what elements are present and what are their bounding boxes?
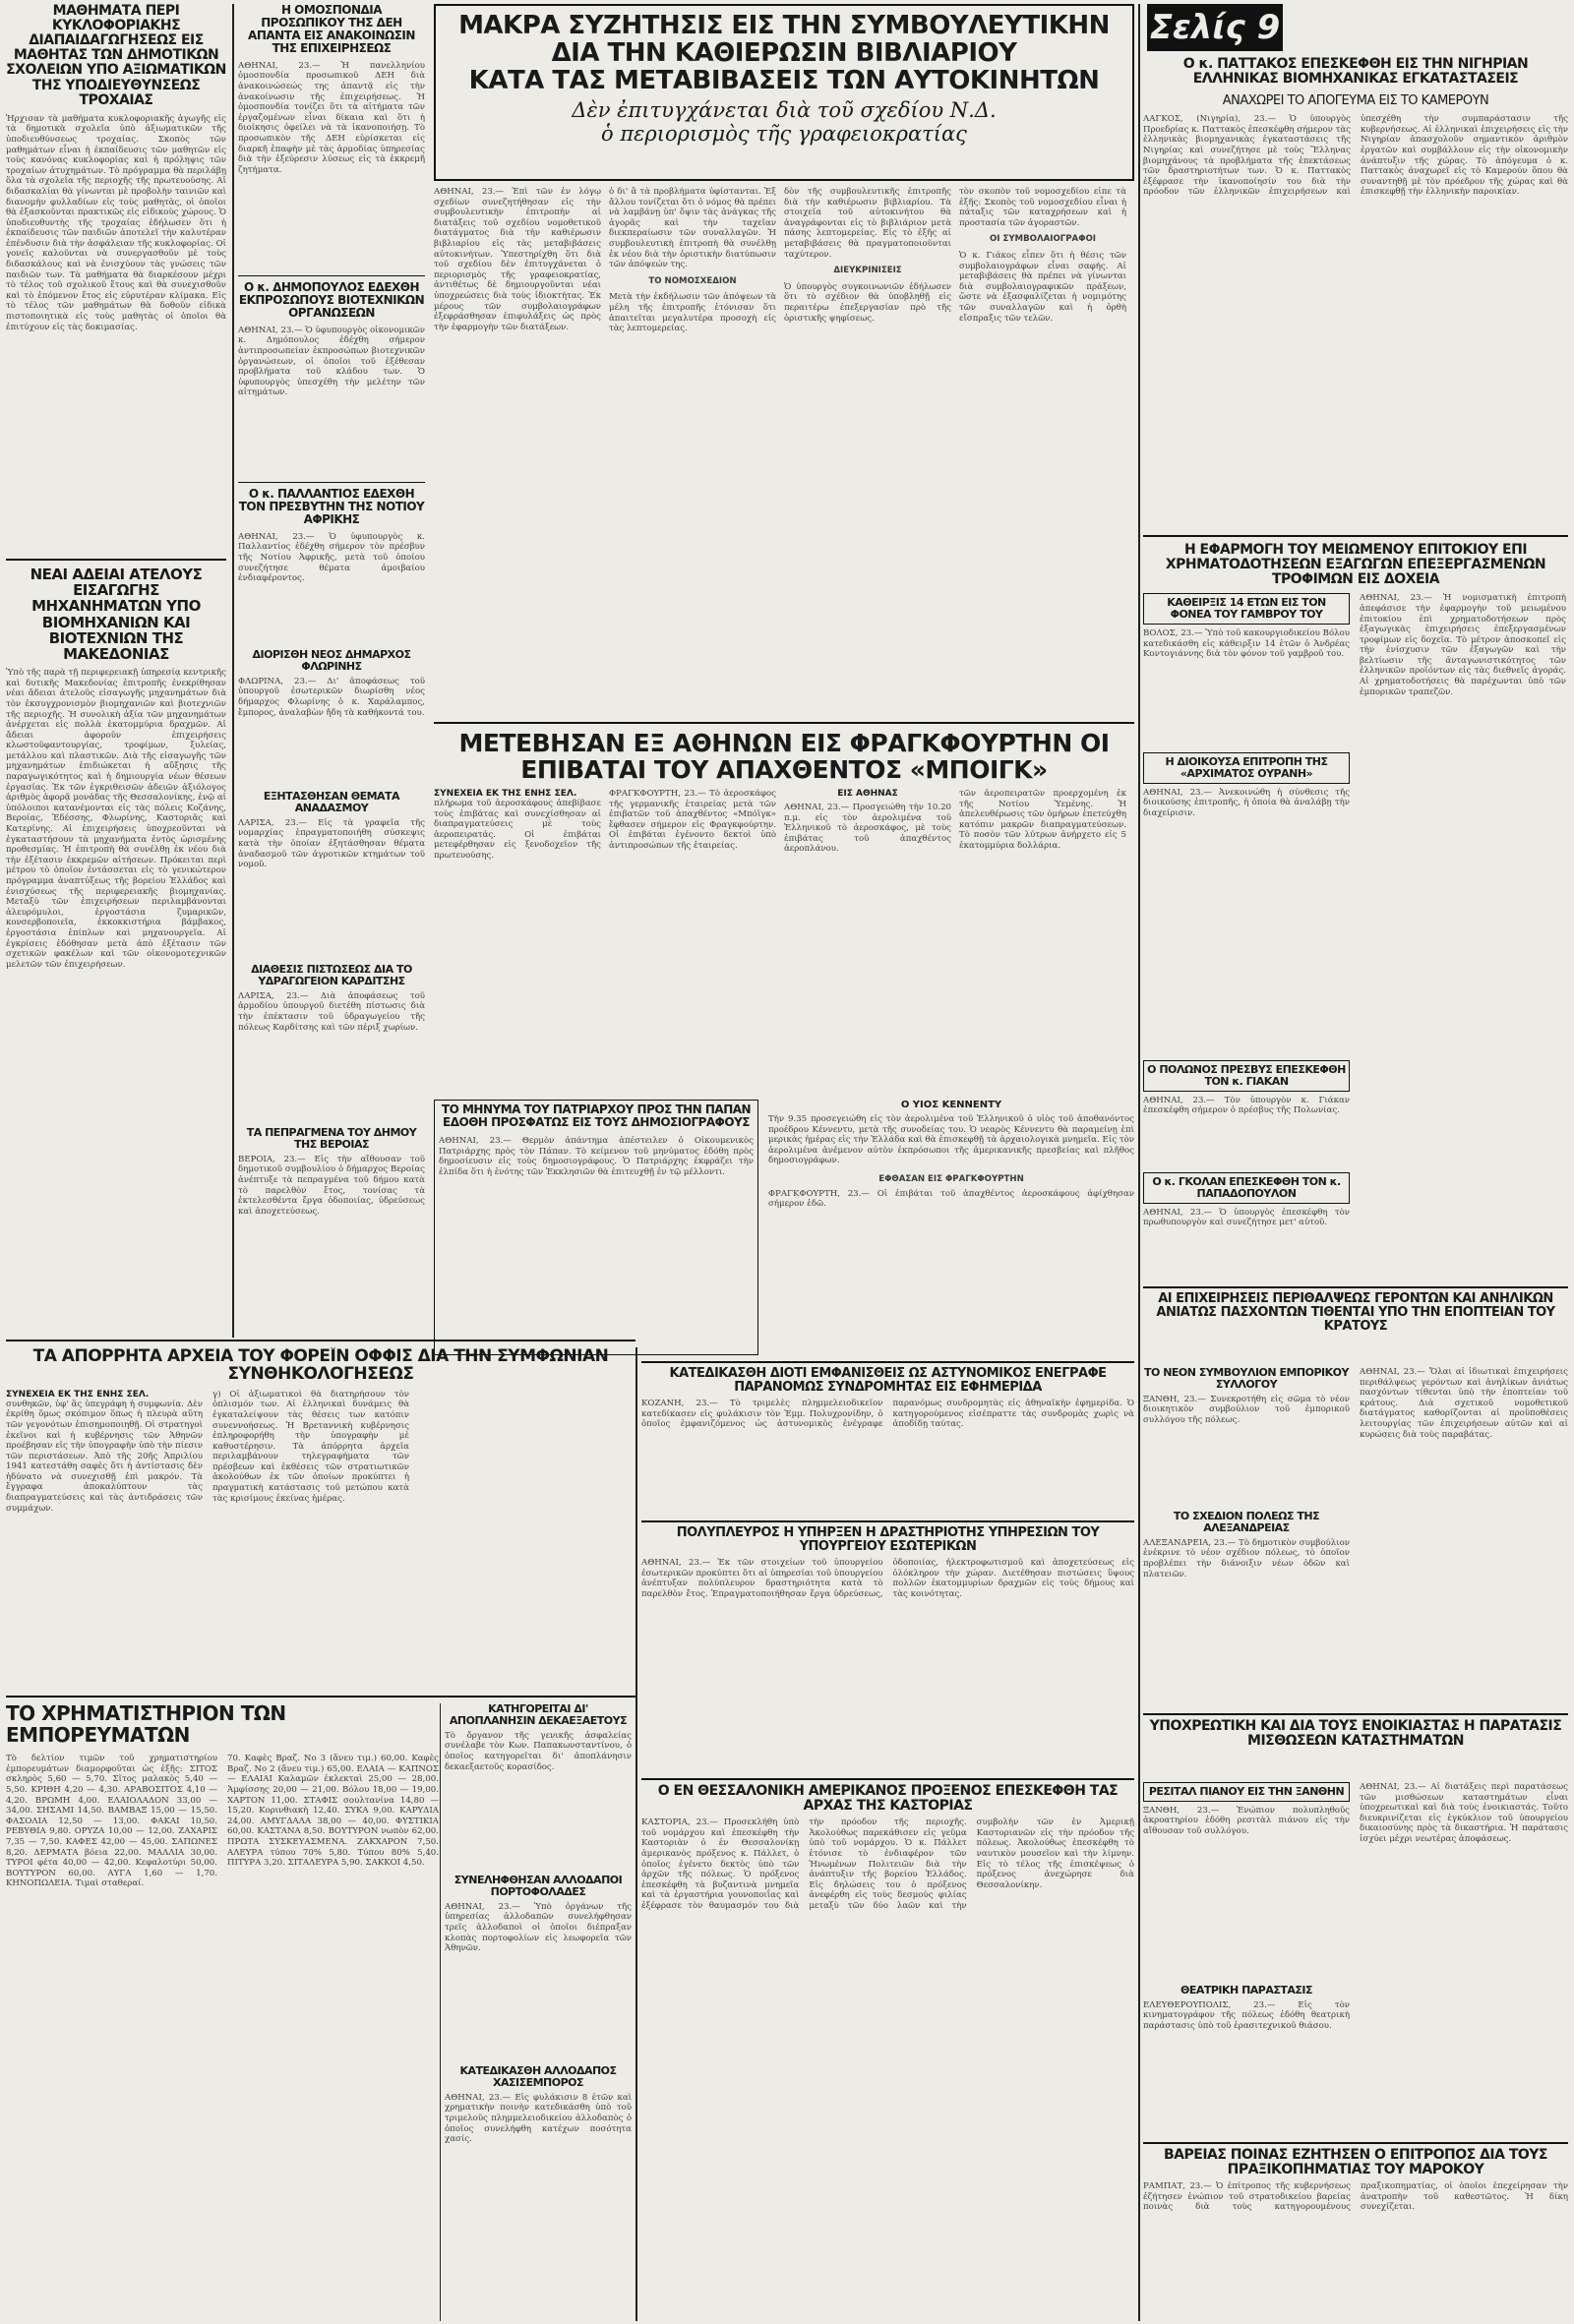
- headline: ΔΙΟΡΙΣΘΗ ΝΕΟΣ ΔΗΜΑΡΧΟΣ ΦΛΩΡΙΝΗΣ: [252, 649, 411, 673]
- article-lease-extension: [1143, 1719, 1568, 1778]
- article-pickpockets: [445, 1875, 632, 2061]
- box-golan: [1143, 1172, 1350, 1204]
- article-commodity-exchange: [6, 1703, 439, 2321]
- article-body: ΦΛΩΡΙΝΑ, 23.— Δι' ἀποφάσεως τοῦ ὑπουργοῦ ἐσωτερικῶν διωρίσθη νέος δήμαρχος Φλωρίνης ὁ κ. Χαράλαμπος, ἔμπορος, ἀναλαβὼν ἤδη τὰ καθήκοντά του.: [238, 676, 425, 718]
- article-foreign-office-archives: [6, 1347, 636, 1692]
- lead-article-box: [434, 4, 1134, 181]
- article-theatre: ΘΕΑΤΡΙΚΗ ΠΑΡΑΣΤΑΣΙΣ ΕΛΕΥΘΕΡΟΥΠΟΛΙΣ, 23.— Εἰς τὸν κινηματογράφον τῆς πόλεως ἐδόθη θεατρικὴ παράστασις ὑπὸ τοῦ ἐρασιτεχνικοῦ θιάσου.: [1143, 1985, 1350, 2032]
- article-body: ΒΕΡΟΙΑ, 23.— Εἰς τὴν αἴθουσαν τοῦ δημοτικοῦ συμβουλίου ὁ δήμαρχος Βεροίας ἀνέπτυξε τὰ πεπραγμένα τοῦ δήμου κατὰ τὸ παρελθὸν ἔτος, τονίσας τὰ ἐκτελεσθέντα ἔργα ὁδοποιίας, ὑδρεύσεως καὶ ἀποχετεύσεως.: [238, 1154, 425, 1217]
- divider: [6, 1696, 636, 1698]
- lead-subhead-1: Δὲν ἐπιτυγχάνεται διὰ τοῦ σχεδίου Ν.Δ.: [572, 98, 997, 123]
- page-number-badge: Σελίς 9: [1147, 4, 1283, 51]
- continuation-label: ΣΥΝΕΧΕΙΑ ΕΚ ΤΗΣ ΕΝΗΣ ΣΕΛ.: [6, 1389, 150, 1400]
- article-body: ΑΘΗΝΑΙ, 23.— Ἡ πανελληνίου ὁμοσπονδία προσωπικοῦ ΔΕΗ διὰ ἀνακοινώσεώς της ἀπαντᾷ εἰς τὴν ἀνακοίνωσιν τῆς ἐπιχειρήσεως. Ἡ ὁμοσπονδία τονίζει ὅτι τὰ αἰτήματα τῶν ἐργαζομένων εἶναι δίκαια καὶ ὅτι ἡ διοίκησις ὀφείλει νὰ τὰ ἱκανοποιήσῃ. Τὸ προσωπικὸν τῆς ΔΕΗ εὑρίσκεται εἰς διαρκῆ ἐπαφὴν μὲ τὰς ἁρμοδίας ὑπηρεσίας διὰ τὴν ἐξεύρεσιν λύσεως εἰς τὰ ἐκκρεμῆ ζητήματα.: [238, 60, 425, 175]
- divider: [1143, 2142, 1568, 2144]
- lead-headline-3: ΚΑΤΑ ΤΑΣ ΜΕΤΑΒΙΒΑΣΕΙΣ ΤΩΝ ΑΥΤΟΚΙΝΗΤΩΝ: [468, 66, 1100, 96]
- article-body: Τὸ ὄργανον τῆς γενικῆς ἀσφαλείας συνέλαβε τὸν Κων. Παπακωνσταντίνου, ὁ ὁποῖος κατηγορεῖται δι' ἀποπλάνησιν δεκαεξαετοῦς κορασίδος.: [445, 1730, 632, 1772]
- article-kennedy-son: Ο ΥΙΟΣ ΚΕΝΝΕΝΤΥ Τὴν 9.35 προσεγειώθη εἰς τὸν ἀερολιμένα τοῦ Ἑλληνικοῦ ὁ υἱὸς τοῦ ἀποθανόντος προέδρου Κέννεντυ, μετὰ τῆς συνοδείας του. Ὁ νεαρὸς Κέννεντυ θὰ παραμείνῃ ἐπὶ μερικὰς ἡμέρας εἰς τὴν Ἑλλάδα καὶ θὰ ἐπισκεφθῇ τὰ ἀρχαιολογικὰ μνημεῖα. Εἰς τὸν ἀερολιμένα ἀνέμενον αὐτὸν ἐκπρόσωποι τῆς ἀμερικανικῆς πρεσβείας καὶ πλῆθος δημοσιογράφων. ΕΦΘΑΣΑΝ ΕΙΣ ΦΡΑΓΚΦΟΥΡΤΗΝ ΦΡΑΓΚΦΟΥΡΤΗ, 23.— Οἱ ἐπιβάται τοῦ ἀπαχθέντος ἀεροσκάφους ἀφίχθησαν σήμερον ἐδῶ.: [768, 1100, 1134, 1210]
- article-elderly-body: ΑΘΗΝΑΙ, 23.— Ὅλαι αἱ ἰδιωτικαὶ ἐπιχειρήσεις περιθάλψεως γερόντων καὶ ἀνηλίκων ἀνιάτως πασχόντων τίθενται ὑπὸ τὴν ἐποπτείαν τοῦ κράτους. Διὰ σχετικοῦ νομοθετικοῦ διατάγματος καθορίζονται αἱ προϋποθέσεις λειτουργίας τῶν ἐπιχειρήσεων αὐτῶν καὶ αἱ κυρώσεις διὰ τοὺς παραβάτας.: [1360, 1367, 1568, 1440]
- headline: ΤΟ ΜΗΝΥΜΑ ΤΟΥ ΠΑΤΡΙΑΡΧΟΥ ΠΡΟΣ ΤΗΝ ΠΑΠΑΝ ΕΔΟΘΗ ΠΡΟΣΦΑΤΩΣ ΕΙΣ ΤΟΥΣ ΔΗΜΟΣΙΟΓΡΑΦΟΥΣ: [441, 1102, 752, 1129]
- headline: Ο κ. ΠΑΤΤΑΚΟΣ ΕΠΕΣΚΕΦΘΗ ΕΙΣ ΤΗΝ ΝΙΓΗΡΙΑΝ ΕΛΛΗΝΙΚΑΣ ΒΙΟΜΗΧΑΝΙΚΑΣ ΕΓΚΑΤΑΣΤΑΣΕΙΣ: [1182, 57, 1529, 88]
- box-committee: [1143, 752, 1350, 784]
- continuation-label: ΣΥΝΕΧΕΙΑ ΕΚ ΤΗΣ ΕΝΗΣ ΣΕΛ.: [434, 789, 577, 799]
- headline: Η ΔΙΟΙΚΟΥΣΑ ΕΠΙΤΡΟΠΗ ΤΗΣ «ΑΡΧΙΜΑΤΟΣ ΟΥΡΑΝΗ»: [1165, 755, 1328, 780]
- article-patriarch-message: ΤΟ ΜΗΝΥΜΑ ΤΟΥ ΠΑΤΡΙΑΡΧΟΥ ΠΡΟΣ ΤΗΝ ΠΑΠΑΝ ΕΔΟΘΗ ΠΡΟΣΦΑΤΩΣ ΕΙΣ ΤΟΥΣ ΔΗΜΟΣΙΟΓΡΑΦΟΥΣ ΑΘΗΝΑΙ, 23.— Θερμὸν ἀπάντημα ἀπέστειλεν ὁ Οἰκουμενικὸς Πατριάρχης πρὸς τὸν Πάπαν. Τὸ κείμενον τοῦ μηνύματος ἐδόθη πρὸς δημοσίευσιν εἰς τοὺς δημοσιογράφους. Ὁ Πατριάρχης ἐκφράζει τὴν ἐλπίδα ὅτι ἡ ἑνότης τῶν Ἐκκλησιῶν θὰ ἐπιτευχθῇ ἐν τῷ μέλλοντι.: [434, 1100, 758, 1355]
- article-interest-rate: Η ΕΦΑΡΜΟΓΗ ΤΟΥ ΜΕΙΩΜΕΝΟΥ ΕΠΙΤΟΚΙΟΥ ΕΠΙ ΧΡΗΜΑΤΟΔΟΤΗΣΕΩΝ ΕΞΑΓΩΓΩΝ ΕΠΕΞΕΡΓΑΣΜΕΝΩΝ ΤΡΟΦΙΜΩΝ ΕΙΣ ΔΟΧΕΙΑ ΚΑΘΕΙΡΞΙΣ 14 ΕΤΩΝ ΕΙΣ ΤΟΝ ΦΟΝΕΑ ΤΟΥ ΓΑΜΒΡΟΥ ΤΟΥ ΒΟΛΟΣ, 23.— Ὑπὸ τοῦ κακουργιοδικείου Βόλου κατεδικάσθη εἰς κάθειρξιν 14 ἐτῶν ὁ Ἀνδρέας Κοντογιάννης διὰ τὸν φόνον τοῦ γαμβροῦ του. Η ΔΙΟΙΚΟΥΣΑ ΕΠΙΤΡΟΠΗ ΤΗΣ «ΑΡΧΙΜΑΤΟΣ ΟΥΡΑΝΗ» ΑΘΗΝΑΙ, 23.— Ἀνεκοινώθη ἡ σύνθεσις τῆς διοικούσης ἐπιτροπῆς, ἡ ὁποία θὰ ἀναλάβῃ τὴν διαχείρισιν. ΑΘΗΝΑΙ, 23.— Ἡ νομισματικὴ ἐπιτροπὴ ἀπεφάσισε τὴν ἐφαρμογὴν τοῦ μειωμένου ἐπιτοκίου ἐπὶ χρηματοδοτήσεων πρὸς ἐξαγωγικὰς ἐπιχειρήσεις ἐπεξεργασμένων τροφίμων εἰς δοχεῖα. Τὸ μέτρον ἀποσκοπεῖ εἰς τὴν ἐνίσχυσιν τῶν ἐξαγωγῶν καὶ τὴν βελτίωσιν τῆς ἀνταγωνιστικότητος τῶν ἑλληνικῶν προϊόντων εἰς τὰς διεθνεῖς ἀγοράς. Αἱ χρηματοδοτήσεις θὰ παρέχωνται ὑπὸ τῶν ἐμπορικῶν τραπεζῶν.: [1143, 543, 1566, 819]
- article-elderly-care: [1143, 1292, 1568, 1361]
- headline: ΣΥΝΕΛΗΦΘΗΣΑΝ ΑΛΛΟΔΑΠΟΙ ΠΟΡΤΟΦΟΛΑΔΕΣ: [454, 1875, 623, 1898]
- subhead-frankfurt: ΕΦΘΑΣΑΝ ΕΙΣ ΦΡΑΓΚΦΟΥΡΤΗΝ: [878, 1173, 1024, 1184]
- headline: ΤΑ ΠΕΠΡΑΓΜΕΝΑ ΤΟΥ ΔΗΜΟΥ ΤΗΣ ΒΕΡΟΙΑΣ: [246, 1127, 417, 1151]
- headline: Ο κ. ΓΚΟΛΑΝ ΕΠΕΣΚΕΦΘΗ ΤΟΝ κ. ΠΑΠΑΔΟΠΟΥΛΟΝ: [1152, 1175, 1341, 1200]
- divider: [238, 275, 425, 276]
- subhead-clarifications: ΔΙΕΥΚΡΙΝΙΣΕΙΣ: [833, 266, 902, 276]
- divider: [434, 722, 1134, 724]
- lead-article-body: ΑΘΗΝΑΙ, 23.— Ἐπὶ τῶν ἐν λόγῳ σχεδίων συνεζητήθησαν εἰς τὴν συμβουλευτικὴν ἐπιτροπὴν αἱ διατάξεις τοῦ σχεδίου νομοθετικοῦ διατάγματος διὰ τὴν καθιέρωσιν βιβλιαρίου εἰς τὰς μεταβιβάσεις αὐτοκινήτων. Ὑπεστηρίχθη ὅτι διὰ τοῦ σχεδίου δὲν ἐπιτυγχάνεται ὁ περιορισμὸς τῆς γραφειοκρατίας, ἀντιθέτως δὲ δημιουργοῦνται νέαι ὑποχρεώσεις διὰ τοὺς ἰδιοκτήτας. Ἐκ μέρους τῶν συμβολαιογράφων ἐξεφράσθησαν ἐπιφυλάξεις ὡς πρὸς τὴν ἐφαρμογὴν τῶν διατάξεων. ὁ δι' ἃ τὰ προβλήματα ὑφίστανται. Ἐξ ἄλλου τονίζεται ὅτι ὁ νόμος θὰ πρέπει νὰ λαμβάνῃ ὑπ' ὄψιν τὰς ἀνάγκας τῆς ἀγορᾶς καὶ τὴν ταχεῖαν διεκπεραίωσιν τῶν συναλλαγῶν. Ἡ συμβουλευτικὴ ἐπιτροπὴ θὰ συνέλθῃ ἐκ νέου διὰ τὴν ὁριστικὴν διατύπωσιν τῶν ἀπόψεών της. ΤΟ ΝΟΜΟΣΧΕΔΙΟΝ Μετὰ τὴν ἐκδήλωσιν τῶν ἀπόψεων τὰ μέλη τῆς ἐπιτροπῆς ἐτόνισαν ὅτι ἀπαιτεῖται μεγαλυτέρα προσοχὴ εἰς τὰς λεπτομερείας. δὸν τῆς συμβουλευτικῆς ἐπιτροπῆς διὰ τὴν καθιέρωσιν βιβλιαρίου. Τὰ στοιχεῖα τοῦ αὐτοκινήτου θὰ ἀναγράφονται εἰς τὸ βιβλιάριον μετὰ πάσης λεπτομερείας. Εἰς τὸ ἐξῆς αἱ μεταβιβάσεις θὰ πραγματοποιοῦνται ταχύτερον. ΔΙΕΥΚΡΙΝΙΣΕΙΣ Ὁ ὑπουργὸς συγκοινωνιῶν ἐδήλωσεν ὅτι τὸ σχέδιον θὰ ὑποβληθῇ εἰς περαιτέρω ἐπεξεργασίαν πρὸ τῆς ὁριστικῆς ψηφίσεως. τὸν σκοπὸν τοῦ νομοσχεδίου εἶπε τὰ ἑξῆς: Σκοπὸς τοῦ νομοσχεδίου εἶναι ἡ πάταξις τῶν καταχρήσεων καὶ ἡ προστασία τῶν ἀγοραστῶν. ΟΙ ΣΥΜΒΟΛΑΙΟΓΡΑΦΟΙ Ὁ κ. Γιάκος εἶπεν ὅτι ἡ θέσις τῶν συμβολαιογράφων εἶναι σαφής. Αἱ μεταβιβάσεις θὰ πρέπει νὰ γίνωνται διὰ συμβολαιογραφικῶν πράξεων, ὥστε νὰ ἐξασφαλίζεται ἡ νομιμότης τῶν συναλλαγῶν καὶ ἡ ὀρθὴ εἴσπραξις τῶν τελῶν.: [434, 187, 1126, 334]
- headline: ΤΟ ΧΡΗΜΑΤΙΣΤΗΡΙΟΝ ΤΩΝ ΕΜΠΟΡΕΥΜΑΤΩΝ: [6, 1703, 286, 1747]
- headline: ΚΑΘΕΙΡΞΙΣ 14 ΕΤΩΝ ΕΙΣ ΤΟΝ ΦΟΝΕΑ ΤΟΥ ΓΑΜΒΡΟΥ ΤΟΥ: [1167, 596, 1326, 622]
- article-florina-mayor: [238, 649, 425, 787]
- subhead-notary: ΤΟ ΝΟΜΟΣΧΕΔΙΟΝ: [648, 275, 737, 286]
- subhead-notaries: ΟΙ ΣΥΜΒΟΛΑΙΟΓΡΑΦΟΙ: [989, 234, 1097, 245]
- article-interior-ministry: ΠΟΛΥΠΛΕΥΡΟΣ Η ΥΠΗΡΞΕΝ Η ΔΡΑΣΤΗΡΙΟΤΗΣ ΥΠΗΡΕΣΙΩΝ ΤΟΥ ΥΠΟΥΡΓΕΙΟΥ ΕΣΩΤΕΡΙΚΩΝ ΑΘΗΝΑΙ, 23.— Ἐκ τῶν στοιχείων τοῦ ὑπουργείου ἐσωτερικῶν προκύπτει ὅτι αἱ ὑπηρεσίαι τοῦ ὑπουργείου ἀνέπτυξαν πολύπλευρον δραστηριότητα κατὰ τὸ παρελθὸν ἔτος. Ἐπραγματοποιήθησαν ἔργα ὑδρεύσεως, ὁδοποιίας, ἠλεκτροφωτισμοῦ καὶ ἀποχετεύσεως εἰς ὁλόκληρον τὴν χώραν. Διετέθησαν πιστώσεις ὕψους πολλῶν ἑκατομμυρίων δραχμῶν εἰς τοὺς δήμους καὶ τὰς κοινότητας.: [641, 1526, 1134, 1599]
- headline: ΜΑΘΗΜΑΤΑ ΠΕΡΙ ΚΥΚΛΟΦΟΡΙΑΚΗΣ ΔΙΑΠΑΙΔΑΓΩΓΗΣΕΩΣ ΕΙΣ ΜΑΘΗΤΑΣ ΤΩΝ ΔΗΜΟΤΙΚΩΝ ΣΧΟΛΕΙΩΝ ΥΠΟ ΑΞΙΩΜΑΤΙΚΩΝ ΤΗΣ ΥΠΟΔΙΕΥΘΥΝΣΕΩΣ ΤΡΟΧΑΙΑΣ: [6, 4, 226, 108]
- lead-headline-2: ΔΙΑ ΤΗΝ ΚΑΘΙΕΡΩΣΙΝ ΒΙΒΛΙΑΡΙΟΥ: [551, 38, 1017, 69]
- divider: [440, 1703, 441, 2321]
- subhead-athens: ΕΙΣ ΑΘΗΝΑΣ: [837, 789, 898, 799]
- article-body: συνθηκῶν, ὑφ' ἃς ὑπεγράφη ἡ συμφωνία. Δὲν ἐκρίθη ὅμως σκόπιμον ὅπως ἡ πλευρὰ αὕτη τῶν γεγονότων ἐπισημοποιηθῇ. Οἱ στρατηγοὶ ἐκεῖνοι καὶ ἡ κυβέρνησις τῶν Ἀθηνῶν προέβησαν εἰς τὴν ὑπογραφὴν ὑπὸ τὴν πίεσιν τῶν περιστάσεων. Ἀπὸ τῆς 20ῆς Ἀπριλίου 1941 κατεστάθη σαφὲς ὅτι ἡ ἀντίστασις δὲν ἠδύνατο νὰ συνεχισθῇ ἐπὶ μακρόν. Τὰ ἔγγραφα ἀποκαλύπτουν τὰς διαπραγματεύσεις καὶ τὰς ἀντιδράσεις τῶν συμμάχων.: [6, 1399, 203, 1514]
- article-body: Τὸ δελτίον τιμῶν τοῦ χρηματιστηρίου ἐμπορευμάτων διαμορφοῦται ὡς ἑξῆς: ΣΙΤΟΣ σκληρὸς 5,60 — 5,70. Σῖτος μαλακὸς 5,40 — 5,50. ΚΡΙΘΗ 4,20 — 4,30. ΑΡΑΒΟΣΙΤΟΣ 4,10 — 4,20. ΒΡΩΜΗ 4,00. ΕΛΑΙΟΛΑΔΟΝ 33,00 — 34,00. ΣΗΣΑΜΙ 14,50. ΒΑΜΒΑΞ 15,00 — 15,50. ΦΑΣΟΛΙΑ 12,50 — 13,00. ΦΑΚΑΙ 10,50. ΡΕΒΥΘΙΑ 9,80. ΟΡΥΖΑ 10,00 — 12,00. ΖΑΧΑΡΙΣ 7,35 — 7,50. ΚΑΦΕΣ 42,00 — 45,00. ΣΑΠΩΝΕΣ 8,20. ΔΕΡΜΑΤΑ βόεια 22,00. ΜΑΛΛΙΑ 30,00. ΤΥΡΟΙ φέτα 40,00 — 42,00. Κεφαλοτύρι 50,00. ΒΟΥΤΥΡΟΝ 60,00. ΑΥΓΑ 1,60 — 1,70. ΚΗΝΟΠΩΛΕΙΑ. Τιμαὶ σταθεραί.: [6, 1754, 217, 1889]
- headline: ΥΠΟΧΡΕΩΤΙΚΗ ΚΑΙ ΔΙΑ ΤΟΥΣ ΕΝΟΙΚΙΑΣΤΑΣ Η ΠΑΡΑΤΑΣΙΣ ΜΙΣΘΩΣΕΩΝ ΚΑΤΑΣΤΗΜΑΤΩΝ: [1149, 1719, 1562, 1750]
- subhead-kennedy: Ο ΥΙΟΣ ΚΕΝΝΕΝΤΥ: [900, 1100, 1002, 1110]
- article-alexandria-plan: ΤΟ ΣΧΕΔΙΟΝ ΠΟΛΕΩΣ ΤΗΣ ΑΛΕΞΑΝΔΡΕΙΑΣ ΑΛΕΞΑΝΔΡΕΙΑ, 23.— Τὸ δημοτικὸν συμβούλιον ἐνέκρινε τὸ νέον σχέδιον πόλεως, τὸ ὁποῖον προβλέπει τὴν διάνοιξιν νέων ὁδῶν καὶ πλατειῶν.: [1143, 1511, 1350, 1579]
- article-body: ΑΘΗΝΑΙ, 23.— Ὑπὸ ὀργάνων τῆς ὑπηρεσίας ἀλλοδαπῶν συνελήφθησαν τρεῖς ἀλλοδαποὶ οἱ ὁποῖοι διέπραξαν κλοπὰς πορτοφολίων εἰς λεωφορεῖα τῶν Ἀθηνῶν.: [445, 1901, 632, 1954]
- article-body: Ὑπὸ τῆς παρὰ τῇ περιφερειακῇ ὑπηρεσίᾳ κεντρικῆς καὶ δυτικῆς Μακεδονίας ἐπιτροπῆς ἐνεκρίθησαν νέαι ἄδειαι ἀτελοῦς εἰσαγωγῆς μηχανημάτων διὰ τὸν ἐκσυγχρονισμὸν βιομηχανιῶν καὶ βιοτεχνιῶν τῆς περιοχῆς. Ἡ συνολικὴ ἀξία τῶν μηχανημάτων ἀνέρχεται εἰς πολλὰ ἑκατομμύρια δραχμῶν. Αἱ ἄδειαι ἀφοροῦν ἐπιχειρήσεις κλωστοϋφαντουργίας, τροφίμων, ξυλείας, μετάλλου καὶ πλαστικῶν. Διὰ τῆς εἰσαγωγῆς τῶν μηχανημάτων ἐπιδιώκεται ἡ αὔξησις τῆς παραγωγικότητος καὶ ἡ δημιουργία νέων θέσεων ἐργασίας. Ἐκ τῶν ἐγκριθεισῶν ἀδειῶν ἀξιόλογος ἀριθμὸς ἀφορᾷ μονάδας τῆς Θεσσαλονίκης, ἐνῷ αἱ ὑπόλοιποι κατανέμονται εἰς τὰς πόλεις Κοζάνης, Βεροίας, Ἐδέσσης, Φλωρίνης, Καστοριᾶς καὶ Κατερίνης. Αἱ ἐπιχειρήσεις ὑποχρεοῦνται νὰ ἐγκαταστήσουν τὰ μηχανήματα ἐντὸς ὡρισμένης προθεσμίας. Ἡ ἐπιτροπὴ θὰ συνέλθῃ ἐκ νέου διὰ τὴν ἐξέτασιν ἐκκρεμῶν αἰτήσεων. Πρόκειται περὶ μέτρου τὸ ὁποῖον ἐντάσσεται εἰς τὸ γενικώτερον πρόγραμμα ἀναπτύξεως τῆς βορείου Ἑλλάδος καὶ ἐνισχύσεως τῆς περιφερειακῆς βιομηχανίας. Μεταξὺ τῶν ἐπιχειρήσεων περιλαμβάνονται ἀλευρόμυλοι, ἐργοστάσια ζυμαρικῶν, κονσερβοποιεῖα, ἐκκοκκιστήρια βάμβακος, ἐργοστάσια ἐπίπλων καὶ μηχανουργεῖα. Αἱ ἐγκρίσεις ἐδόθησαν μετὰ ἀπὸ ἐξέτασιν τῶν σχετικῶν φακέλων καὶ τῶν οἰκονομοτεχνικῶν μελετῶν τῶν ἐπιχειρήσεων.: [6, 668, 226, 970]
- article-veria-municipality: [238, 1127, 425, 1338]
- article-boeing-passengers: ΜΕΤΕΒΗΣΑΝ ΕΞ ΑΘΗΝΩΝ ΕΙΣ ΦΡΑΓΚΦΟΥΡΤΗΝ ΟΙ ΕΠΙΒΑΤΑΙ ΤΟΥ ΑΠΑΧΘΕΝΤΟΣ «ΜΠΟΙΓΚ» ΣΥΝΕΧΕΙΑ ΕΚ ΤΗΣ ΕΝΗΣ ΣΕΛ. πλήρωμα τοῦ ἀεροσκάφους ἀπεβίβασε τοὺς ἐπιβάτας καὶ συνεχίσθησαν αἱ διαπραγματεύσεις μὲ τοὺς ἀεροπειρατάς. Οἱ ἐπιβάται μετεφέρθησαν εἰς ξενοδοχεῖον τῆς πρωτευούσης. ΦΡΑΓΚΦΟΥΡΤΗ, 23.— Τὸ ἀεροσκάφος τῆς γερμανικῆς ἑταιρείας μετὰ τῶν ἐπιβατῶν τοῦ ἀπαχθέντος «Μπόϊγκ» ἔφθασεν σήμερον εἰς Φραγκφούρτην. Οἱ ἐπιβάται ἐγένοντο δεκτοὶ ὑπὸ ἀντιπροσώπων τῆς ἑταιρείας. ΕΙΣ ΑΘΗΝΑΣ ΑΘΗΝΑΙ, 23.— Προσγειώθη τὴν 10.20 π.μ. εἰς τὸν ἀερολιμένα τοῦ Ἑλληνικοῦ τὸ ἀεροσκάφος, μὲ τοὺς ἐπιβάτας τοῦ ἀπαχθέντος ἀεροπλάνου. τῶν ἀεροπειρατῶν προερχομένη ἐκ τῆς Νοτίου Ὑεμένης. Ἡ ἀπελευθέρωσις τῶν ὁμήρων ἐπετεύχθη κατόπιν μακρῶν διαπραγματεύσεων. Τὸ ποσὸν τῶν λύτρων ἀνήρχετο εἰς 5 ἑκατομμύρια δολλάρια.: [434, 730, 1134, 1094]
- article-fake-policeman: ΚΑΤΕΔΙΚΑΣΘΗ ΔΙΟΤΙ ΕΜΦΑΝΙΣΘΕΙΣ ΩΣ ΑΣΤΥΝΟΜΙΚΟΣ ΕΝΕΓΡΑΦΕ ΠΑΡΑΝΟΜΩΣ ΣΥΝΔΡΟΜΗΤΑΣ ΕΙΣ ΕΦΗΜΕΡΙΔΑ ΚΟΖΑΝΗ, 23.— Τὸ τριμελὲς πλημμελειοδικεῖον κατεδίκασεν εἰς φυλάκισιν τὸν Ἐμμ. Πολυχρονίδην, ὁ ὁποῖος ἐμφανιζόμενος ὡς ἀστυνομικὸς ἐνέγραφε παρανόμως συνδρομητὰς εἰς ἀθηναϊκὴν ἐφημερίδα. Ὁ κατηγορούμενος εἰσέπραττε τὰς συνδρομὰς χωρὶς νὰ ἀποδίδῃ ταύτας.: [641, 1367, 1134, 1430]
- article-land-consolidation: [238, 791, 425, 958]
- divider: [1138, 4, 1140, 2321]
- headline: ΕΞΗΤΑΣΘΗΣΑΝ ΘΕΜΑΤΑ ΑΝΑΔΑΣΜΟΥ: [263, 791, 400, 814]
- article-polish-ambassador: Ο ΠΟΛΩΝΟΣ ΠΡΕΣΒΥΣ ΕΠΕΣΚΕΦΘΗ ΤΟΝ κ. ΓΙΑΚΑΝ ΑΘΗΝΑΙ, 23.— Τὸν ὑπουργὸν κ. Γιάκαν ἐπεσκέφθη σήμερον ὁ πρέσβυς τῆς Πολωνίας.: [1143, 1060, 1350, 1168]
- article-body: ΑΘΗΝΑΙ, 23.— Εἰς φυλάκισιν 8 ἐτῶν καὶ χρηματικὴν ποινὴν κατεδικάσθη ὑπὸ τοῦ τριμελοῦς πλημμελειοδικείου ἀλλοδαπὸς ὁ ὁποῖος συνελήφθη κατέχων ποσότητα χασίς.: [445, 2092, 632, 2145]
- article-lease-body: ΑΘΗΝΑΙ, 23.— Αἱ διατάξεις περὶ παρατάσεως τῶν μισθώσεων καταστημάτων εἶναι ὑποχρεωτικαὶ καὶ διὰ τοὺς ἐνοικιαστάς. Τοῦτο διευκρινίζεται εἰς ἐγκύκλιον τοῦ ὑπουργείου δικαιοσύνης πρὸς τὰ δικαστήρια. Ἡ παράτασις ἰσχύει μέχρι νεωτέρας ἀποφάσεως.: [1360, 1782, 1568, 1844]
- article-commerce-council: ΤΟ ΝΕΟΝ ΣΥΜΒΟΥΛΙΟΝ ΕΜΠΟΡΙΚΟΥ ΣΥΛΛΟΓΟΥ ΞΑΝΘΗ, 23.— Συνεκροτήθη εἰς σῶμα τὸ νέον διοικητικὸν συμβούλιον τοῦ ἐμπορικοῦ συλλόγου τῆς πόλεως.: [1143, 1367, 1350, 1425]
- divider: [238, 482, 425, 483]
- article-body: ΑΘΗΝΑΙ, 23.— Ὁ ὑφυπουργὸς οἰκονομικῶν κ. Δημόπουλος ἐδέχθη σήμερον ἀντιπροσωπείαν ἐκπροσώπων βιοτεχνικῶν ὀργανώσεων, οἱ ὁποῖοι τοῦ ἐξέθεσαν προβλήματα τοῦ κλάδου των. Ὁ ὑφυπουργὸς ὑπεσχέθη τὴν μελέτην τῶν αἰτημάτων.: [238, 325, 425, 398]
- headline: Η ΕΦΑΡΜΟΓΗ ΤΟΥ ΜΕΙΩΜΕΝΟΥ ΕΠΙΤΟΚΙΟΥ ΕΠΙ ΧΡΗΜΑΤΟΔΟΤΗΣΕΩΝ ΕΞΑΓΩΓΩΝ ΕΠΕΞΕΡΓΑΣΜΕΝΩΝ ΤΡΟΦΙΜΩΝ ΕΙΣ ΔΟΧΕΙΑ: [1165, 543, 1546, 588]
- headline: ΑΙ ΕΠΙΧΕΙΡΗΣΕΙΣ ΠΕΡΙΘΑΛΨΕΩΣ ΓΕΡΟΝΤΩΝ ΚΑΙ ΑΝΗΛΙΚΩΝ ΑΝΙΑΤΩΣ ΠΑΣΧΟΝΤΩΝ ΤΙΘΕΝΤΑΙ ΥΠΟ ΤΗΝ ΕΠΟΠΤΕΙΑΝ ΤΟΥ ΚΡΑΤΟΥΣ: [1156, 1292, 1555, 1335]
- divider: [1143, 1713, 1568, 1715]
- headline: Ο ΕΝ ΘΕΣΣΑΛΟΝΙΚΗ ΑΜΕΡΙΚΑΝΟΣ ΠΡΟΞΕΝΟΣ ΕΠΕΣΚΕΦΘΗ ΤΑΣ ΑΡΧΑΣ ΤΗΣ ΚΑΣΤΟΡΙΑΣ: [657, 1784, 1119, 1815]
- headline: ΔΙΑΘΕΣΙΣ ΠΙΣΤΩΣΕΩΣ ΔΙΑ ΤΟ ΥΔΡΑΓΩΓΕΙΟΝ ΚΑΡΔΙΤΣΗΣ: [251, 964, 412, 987]
- article-body: ΛΑΡΙΣΑ, 23.— Διὰ ἀποφάσεως τοῦ ἀρμοδίου ὑπουργοῦ διετέθη πίστωσις διὰ τὴν ἐπέκτασιν τοῦ ὑδραγωγείου τῆς πόλεως Καρδίτσης καὶ τῶν πέριξ χωρίων.: [238, 990, 425, 1033]
- headline: ΚΑΤΗΓΟΡΕΙΤΑΙ ΔΙ' ΑΠΟΠΛΑΝΗΣΙΝ ΔΕΚΑΕΞΑΕΤΟΥΣ: [449, 1703, 628, 1727]
- divider: [6, 559, 226, 561]
- divider: [1143, 535, 1568, 537]
- headline: ΝΕΑΙ ΑΔΕΙΑΙ ΑΤΕΛΟΥΣ ΕΙΣΑΓΩΓΗΣ ΜΗΧΑΝΗΜΑΤΩΝ ΥΠΟ ΒΙΟΜΗΧΑΝΙΩΝ ΚΑΙ ΒΙΟΤΕΧΝΙΩΝ ΤΗΣ ΜΑΚΕΔΟΝΙΑΣ: [30, 566, 203, 663]
- subheadline: ΑΝΑΧΩΡΕΙ ΤΟ ΑΠΟΓΕΥΜΑ ΕΙΣ ΤΟ ΚΑΜΕΡΟΥΝ: [1222, 93, 1489, 109]
- article-us-consul: Ο ΕΝ ΘΕΣΣΑΛΟΝΙΚΗ ΑΜΕΡΙΚΑΝΟΣ ΠΡΟΞΕΝΟΣ ΕΠΕΣΚΕΦΘΗ ΤΑΣ ΑΡΧΑΣ ΤΗΣ ΚΑΣΤΟΡΙΑΣ ΚΑΣΤΟΡΙΑ, 23.— Προσεκλήθη ὑπὸ τοῦ νομάρχου καὶ ἐπεσκέφθη τὴν Καστοριὰν ὁ ἐν Θεσσαλονίκῃ ἀμερικανὸς πρόξενος κ. Πάλλετ, ὁ ὁποῖος ἐγένετο δεκτὸς ὑπὸ τῶν ἀρχῶν τῆς πόλεως. Ὁ πρόξενος ἐπεσκέφθη τὰ βυζαντινὰ μνημεῖα καὶ τὰ ἐργαστήρια γουνοποιΐας καὶ ἐξέφρασε τὸν θαυμασμόν του διὰ τὴν πρόοδον τῆς περιοχῆς. Ἀκολούθως παρεκάθισεν εἰς γεῦμα ὑπὸ τοῦ νομάρχου. Ὁ κ. Πάλλετ ἐτόνισε τὸ ἐνδιαφέρον τῶν Ἡνωμένων Πολιτειῶν διὰ τὴν ἀνάπτυξιν τῆς βορείου Ἑλλάδος. Εἰς δηλώσεις του ὁ πρόξενος ἀνεφέρθη εἰς τοὺς δεσμοὺς φιλίας μεταξὺ τῶν δύο λαῶν καὶ τὴν συμβολὴν τῶν ἐν Ἀμερικῇ Καστοριανῶν εἰς τὴν πρόοδον τῆς πόλεως. Ἀκολούθως ἐπεσκέφθη τὸ ναυτικὸν μουσεῖον καὶ τὴν λίμνην. Εἰς τὸ τέλος τῆς ἐπισκέψεως ὁ πρόξενος ἀνεχώρησε διὰ Θεσσαλονίκην.: [641, 1784, 1134, 1911]
- article-body: ΑΘΗΝΑΙ, 23.— Ὁ ὑφυπουργὸς κ. Παλλαντίος ἐδέχθη σήμερον τὸν πρέσβυν τῆς Νοτίου Ἀφρικῆς, μετὰ τοῦ ὁποίου συνεζήτησε θέματα ἀμοιβαίου ἐνδιαφέροντος.: [238, 531, 425, 584]
- article-morocco-coup: ΒΑΡΕΙΑΣ ΠΟΙΝΑΣ ΕΖΗΤΗΣΕΝ Ο ΕΠΙΤΡΟΠΟΣ ΔΙΑ ΤΟΥΣ ΠΡΑΞΙΚΟΠΗΜΑΤΙΑΣ ΤΟΥ ΜΑΡΟΚΟΥ ΡΑΜΠΑΤ, 23.— Ὁ ἐπίτροπος τῆς κυβερνήσεως ἐζήτησεν ἐνώπιον τοῦ στρατοδικείου βαρείας ποινὰς διὰ τοὺς κατηγορουμένους πραξικοπηματίας, οἱ ὁποῖοι ἐπεχείρησαν τὴν ἀνατροπὴν τοῦ καθεστῶτος. Ἡ δίκη συνεχίζεται.: [1143, 2148, 1568, 2213]
- headline: ΤΟ ΝΕΟΝ ΣΥΜΒΟΥΛΙΟΝ ΕΜΠΟΡΙΚΟΥ ΣΥΛΛΟΓΟΥ: [1144, 1367, 1349, 1391]
- article-hashish-dealer: [445, 2065, 632, 2321]
- headline: ΚΑΤΕΔΙΚΑΣΘΗ ΔΙΟΤΙ ΕΜΦΑΝΙΣΘΕΙΣ ΩΣ ΑΣΤΥΝΟΜΙΚΟΣ ΕΝΕΓΡΑΦΕ ΠΑΡΑΝΟΜΩΣ ΣΥΝΔΡΟΜΗΤΑΣ ΕΙΣ ΕΦΗΜΕΡΙΔΑ: [669, 1367, 1107, 1396]
- article-pattakos-nigeria: Ο κ. ΠΑΤΤΑΚΟΣ ΕΠΕΣΚΕΦΘΗ ΕΙΣ ΤΗΝ ΝΙΓΗΡΙΑΝ ΕΛΛΗΝΙΚΑΣ ΒΙΟΜΗΧΑΝΙΚΑΣ ΕΓΚΑΤΑΣΤΑΣΕΙΣ ΑΝΑΧΩΡΕΙ ΤΟ ΑΠΟΓΕΥΜΑ ΕΙΣ ΤΟ ΚΑΜΕΡΟΥΝ ΛΑΓΚΟΣ, (Νιγηρία), 23.— Ὁ ὑπουργὸς Προεδρίας κ. Παττακὸς ἐπεσκέφθη σήμερον τὰς ἑλληνικὰς βιομηχανικὰς ἐγκαταστάσεις τῆς Νιγηρίας καὶ συνεζήτησε μὲ τοὺς Ἕλληνας βιομηχάνους τὰ προβλήματα τῆς ἐπεκτάσεως τῶν δραστηριοτήτων των. Ὁ κ. Παττακὸς ἐξέφρασε τὴν ἱκανοποίησίν του διὰ τὴν πρόοδον τῶν ἑλληνικῶν ἐπιχειρήσεων καὶ ὑπεσχέθη τὴν συμπαράστασιν τῆς κυβερνήσεως. Αἱ ἑλληνικαὶ ἐπιχειρήσεις εἰς τὴν Νιγηρίαν ἀπασχολοῦν σημαντικὸν ἀριθμὸν ἐργατῶν καὶ συμβάλλουν εἰς τὴν οἰκονομικὴν ἀνάπτυξιν τῆς χώρας. Τὸ ἀπόγευμα ὁ κ. Παττακὸς ἀναχωρεῖ εἰς τὸ Καμερούν ὅπου θὰ συναντηθῇ μὲ τὸν πρόεδρον τῆς χώρας καὶ θὰ ἐπισκεφθῇ τὴν ἑλληνικὴν παροικίαν.: [1143, 57, 1568, 198]
- headline: ΜΕΤΕΒΗΣΑΝ ΕΞ ΑΘΗΝΩΝ ΕΙΣ ΦΡΑΓΚΦΟΥΡΤΗΝ ΟΙ ΕΠΙΒΑΤΑΙ ΤΟΥ ΑΠΑΧΘΕΝΤΟΣ «ΜΠΟΙΓΚ»: [458, 730, 1110, 784]
- article-import-licenses: [6, 566, 226, 1334]
- headline: ΤΟ ΣΧΕΔΙΟΝ ΠΟΛΕΩΣ ΤΗΣ ΑΛΕΞΑΝΔΡΕΙΑΣ: [1173, 1511, 1320, 1534]
- headline: Ο ΠΟΛΩΝΟΣ ΠΡΕΣΒΥΣ ΕΠΕΣΚΕΦΘΗ ΤΟΝ κ. ΓΙΑΚΑΝ: [1147, 1063, 1346, 1088]
- divider: [636, 1347, 637, 2321]
- headline: Ο κ. ΠΑΛΛΑΝΤΙΟΣ ΕΔΕΧΘΗ ΤΟΝ ΠΡΕΣΒΥΤΗΝ ΤΗΣ ΝΟΤΙΟΥ ΑΦΡΙΚΗΣ: [238, 488, 425, 526]
- divider: [641, 1361, 1134, 1363]
- box-sentence: [1143, 593, 1350, 625]
- lead-headline-1: ΜΑΚΡΑ ΣΥΖΗΤΗΣΙΣ ΕΙΣ ΤΗΝ ΣΥΜΒΟΥΛΕΥΤΙΚΗΝ: [458, 11, 1110, 40]
- headline: ΘΕΑΤΡΙΚΗ ΠΑΡΑΣΤΑΣΙΣ: [1180, 1985, 1313, 1996]
- article-body: Ἠρχισαν τὰ μαθήματα κυκλοφοριακῆς ἀγωγῆς εἰς τὰ δημοτικὰ σχολεῖα ὑπὸ ἀξιωματικῶν τῆς ὑποδιευθύνσεως τροχαίας. Σκοπὸς τῶν μαθημάτων εἶναι ἡ ἐκπαίδευσις τῶν μαθητῶν εἰς τοὺς κανόνας κυκλοφορίας καὶ ἡ πρόληψις τῶν τροχαίων ἀτυχημάτων. Τὸ πρόγραμμα θὰ περιλάβῃ ὅλα τὰ σχολεῖα τῆς περιοχῆς τῆς πρωτευούσης. Αἱ διδασκαλίαι θὰ γίνωνται μὲ προβολὴν ταινιῶν καὶ διανομὴν φυλλαδίων εἰς τοὺς μαθητὰς, οἱ ὁποῖοι θὰ ἐξασκοῦνται πρακτικῶς εἰς εἰδικοὺς χώρους. Ὁ ὑποδιευθυντὴς τῆς τροχαίας ἐδήλωσεν ὅτι ἡ ἐκπαίδευσις τῶν παιδιῶν ἀποτελεῖ τὴν καλυτέραν ἐπένδυσιν διὰ τὴν ἀσφάλειαν τῆς κυκλοφορίας. Οἱ γονεῖς καλοῦνται νὰ συνεργασθοῦν μὲ τοὺς διδασκάλους καὶ νὰ ἐνισχύουν τὰς γνώσεις τῶν παιδιῶν των. Τὰ μαθήματα θὰ διαρκέσουν μέχρι τὸ τέλος τοῦ σχολικοῦ ἔτους καὶ θὰ συνεχισθοῦν καὶ τὸ ἐπόμενον ἔτος εἰς εὐρυτέραν κλίμακα. Εἰς τὸ τέλος τῶν μαθημάτων θὰ δοθοῦν εἰδικὰ πιστοποιητικὰ εἰς τοὺς μαθητὰς οἱ ὁποῖοι θὰ ἐπιτύχουν εἰς τὰς δοκιμασίας.: [6, 113, 226, 332]
- divider: [1143, 1286, 1568, 1288]
- headline: ΡΕΣΙΤΑΛ ΠΙΑΝΟΥ ΕΙΣ ΤΗΝ ΞΑΝΘΗΝ: [1148, 1785, 1345, 1798]
- article-seduction-charge: [445, 1703, 632, 1871]
- divider: [641, 1520, 1134, 1522]
- headline: ΠΟΛΥΠΛΕΥΡΟΣ Η ΥΠΗΡΞΕΝ Η ΔΡΑΣΤΗΡΙΟΤΗΣ ΥΠΗΡΕΣΙΩΝ ΤΟΥ ΥΠΟΥΡΓΕΙΟΥ ΕΣΩΤΕΡΙΚΩΝ: [676, 1526, 1100, 1555]
- headline: ΚΑΤΕΔΙΚΑΣΘΗ ΑΛΛΟΔΑΠΟΣ ΧΑΣΙΣΕΜΠΟΡΟΣ: [459, 2065, 617, 2089]
- headline: Ο κ. ΔΗΜΟΠΟΥΛΟΣ ΕΔΕΧΘΗ ΕΚΠΡΟΣΩΠΟΥΣ ΒΙΟΤΕΧΝΙΚΩΝ ΟΡΓΑΝΩΣΕΩΝ: [238, 281, 425, 320]
- divider: [232, 4, 234, 1338]
- article-body: γ) Οἱ ἀξιωματικοὶ θὰ διατηρήσουν τὸν ὁπλισμόν των. Αἱ ἑλληνικαὶ δυνάμεις θὰ ἐγκαταλείψουν τὰς θέσεις των κατόπιν συνεννοήσεως. Ἡ Βρεταννικὴ κυβέρνησις ἐπληροφορήθη τὴν ὑπογραφὴν μὲ καθυστέρησιν. Τὰ ἀπόρρητα ἀρχεῖα περιλαμβάνουν τηλεγραφήματα τῶν πρέσβεων καὶ ἐκθέσεις τῶν στρατιωτικῶν ἀκολούθων ἐκ τῶν ὁποίων προκύπτει ἡ πραγματικὴ κατάστασις τοῦ μετώπου κατὰ τὰς κρισίμους ἐκείνας ἡμέρας.: [212, 1389, 409, 1504]
- headline: Η ΟΜΟΣΠΟΝΔΙΑ ΠΡΟΣΩΠΙΚΟΥ ΤΗΣ ΔΕΗ ΑΠΑΝΤΑ ΕΙΣ ΑΝΑΚΟΙΝΩΣΙΝ ΤΗΣ ΕΠΙΧΕΙΡΗΣΕΩΣ: [248, 4, 415, 55]
- article-pallantios: [238, 488, 425, 645]
- article-traffic-lessons: [6, 4, 226, 555]
- article-dimopoulos: [238, 281, 425, 478]
- article-golan-visit: Ο κ. ΓΚΟΛΑΝ ΕΠΕΣΚΕΦΘΗ ΤΟΝ κ. ΠΑΠΑΔΟΠΟΥΛΟΝ ΑΘΗΝΑΙ, 23.— Ὁ ὑπουργὸς ἐπεσκέφθη τὸν πρωθυπουργὸν καὶ συνεζήτησε μετ' αὐτοῦ.: [1143, 1172, 1350, 1281]
- article-body: 70. Καφὲς Βραζ. Νο 3 (ἄνευ τιμ.) 60,00. Καφὲς Βραζ. Νο 2 (ἄνευ τιμ.) 65,00. ΕΛΑΙΑ — ΚΑΠΝΟΣ — ΕΛΑΙΑΙ Καλαμῶν ἐκλεκταὶ 25,00 — 28,00. Ἀμφίσσης 20,00 — 21,00. Βόλου 18,00 — 19,00. ΧΑΡΤΟΝ 11,00. ΣΤΑΦΙΣ σουλτανίνα 14,80 — 15,20. Κορινθιακὴ 12,40. ΣΥΚΑ 9,00. ΚΑΡΥΔΙΑ 24,00. ΑΜΥΓΔΑΛΑ 38,00 — 40,00. ΦΥΣΤΙΚΙΑ 60,00. ΚΑΣΤΑΝΑ 8,50. ΒΟΥΤΥΡΟΝ νωπὸν 62,00. ΠΡΩΤΑ ΣΥΣΚΕΥΑΣΜΕΝΑ. ΖΑΚΧΑΡΟΝ 7,50. ΑΛΕΥΡΑ τύπου 70% 5,80. Τύπου 80% 5,40. ΠΙΤΥΡΑ 3,20. ΣΙΤΑΛΕΥΡΑ 5,90. ΣΑΚΚΟΙ 4,50.: [227, 1754, 439, 1869]
- article-body: ΛΑΡΙΣΑ, 23.— Εἰς τὰ γραφεῖα τῆς νομαρχίας ἐπραγματοποιήθη σύσκεψις κατὰ τὴν ὁποίαν ἐξητάσθησαν θέματα ἀναδασμοῦ τῶν ἀγροτικῶν κτημάτων τοῦ νομοῦ.: [238, 817, 425, 870]
- article-karditsa-water: [238, 964, 425, 1121]
- lead-subhead-2: ὁ περιορισμὸς τῆς γραφειοκρατίας: [601, 122, 967, 147]
- divider: [641, 1778, 1134, 1780]
- box-piano: [1143, 1782, 1350, 1802]
- box-polish: [1143, 1060, 1350, 1092]
- article-deh-federation: [238, 4, 425, 269]
- headline: ΒΑΡΕΙΑΣ ΠΟΙΝΑΣ ΕΖΗΤΗΣΕΝ Ο ΕΠΙΤΡΟΠΟΣ ΔΙΑ ΤΟΥΣ ΠΡΑΞΙΚΟΠΗΜΑΤΙΑΣ ΤΟΥ ΜΑΡΟΚΟΥ: [1164, 2148, 1547, 2178]
- article-piano-recital: ΡΕΣΙΤΑΛ ΠΙΑΝΟΥ ΕΙΣ ΤΗΝ ΞΑΝΘΗΝ ΞΑΝΘΗ, 23.— Ἐνώπιον πολυπληθοῦς ἀκροατηρίου ἐδόθη ρεσιτὰλ πιάνου εἰς τὴν αἴθουσαν τοῦ συλλόγου.: [1143, 1782, 1350, 1979]
- headline: ΤΑ ΑΠΟΡΡΗΤΑ ΑΡΧΕΙΑ ΤΟΥ ΦΟΡΕΪΝ ΟΦΦΙΣ ΔΙΑ ΤΗΝ ΣΥΜΦΩΝΙΑΝ ΣΥΝΘΗΚΟΛΟΓΗΣΕΩΣ: [32, 1347, 609, 1385]
